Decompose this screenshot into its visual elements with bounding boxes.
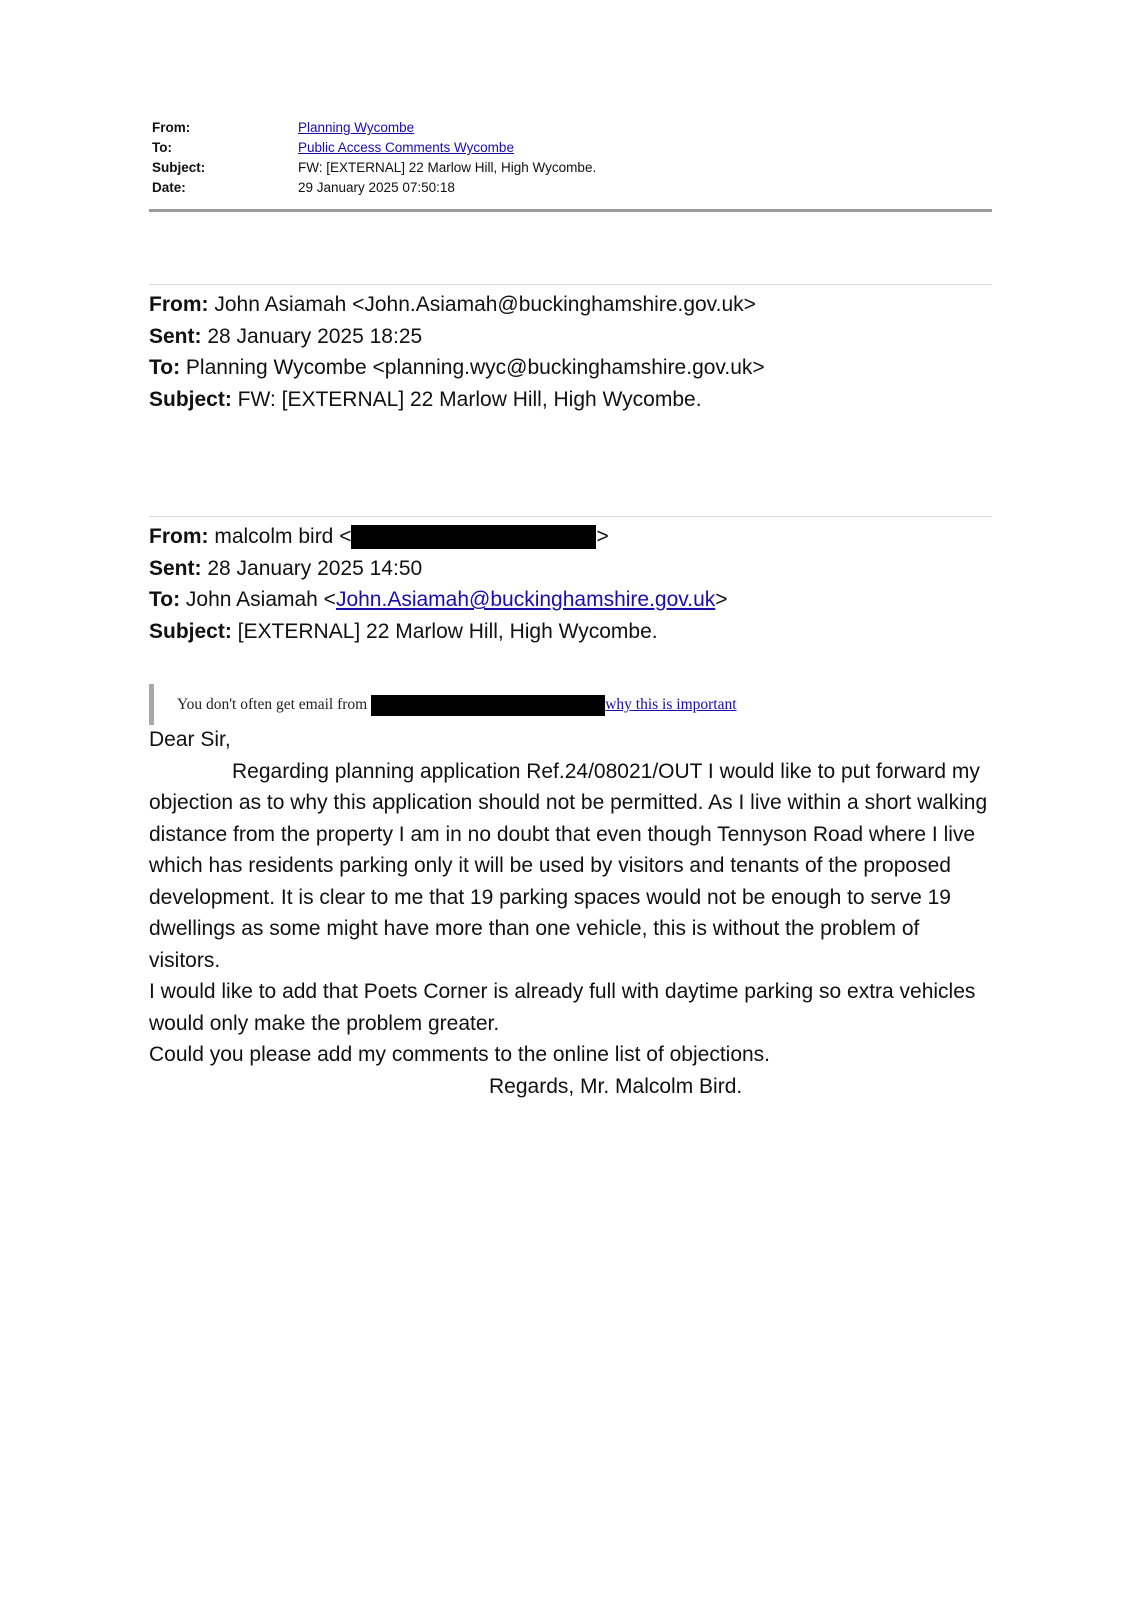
original-divider — [149, 516, 992, 517]
header-date-value: 29 January 2025 07:50:18 — [298, 180, 455, 195]
fwd-sent-value: 28 January 2025 18:25 — [201, 324, 423, 348]
body-signoff: Regards, Mr. Malcolm Bird. — [489, 1074, 743, 1098]
orig-from-label: From: — [149, 525, 209, 548]
orig-subject-line — [149, 616, 999, 648]
external-sender-notice — [149, 684, 737, 725]
orig-from-close: > — [596, 525, 609, 548]
body-paragraph-3: Could you please add my comments to the online list of objections. — [149, 1043, 771, 1066]
original-message-header — [149, 521, 999, 647]
fwd-sent-label: Sent: — [149, 324, 202, 348]
fwd-to-label: To: — [149, 356, 181, 379]
orig-to-label: To: — [149, 588, 181, 611]
notice-text: You don't often get email from — [177, 696, 368, 713]
fwd-from-label: From: — [149, 293, 209, 316]
header-from-link[interactable]: Planning Wycombe — [298, 120, 415, 135]
fwd-subject-value: FW: [EXTERNAL] 22 Marlow Hill, High Wycombe. — [231, 387, 702, 411]
header-subject-value: FW: [EXTERNAL] 22 Marlow Hill, High Wycombe. — [298, 160, 597, 175]
email-header — [152, 118, 992, 198]
orig-to-line — [149, 584, 999, 616]
header-divider — [149, 209, 992, 212]
fwd-from-value: John Asiamah <John.Asiamah@buckinghamshire.gov.uk> — [208, 293, 756, 316]
redacted-sender — [371, 695, 605, 716]
orig-to-email-link[interactable]: John.Asiamah@buckinghamshire.gov.uk — [335, 588, 716, 611]
orig-sent-line — [149, 553, 999, 585]
fwd-from-line — [149, 289, 999, 321]
forward-divider — [149, 284, 992, 285]
header-from-label: From: — [152, 120, 191, 135]
fwd-subject-label: Subject: — [149, 387, 232, 411]
orig-subject-value: [EXTERNAL] 22 Marlow Hill, High Wycombe. — [231, 619, 658, 643]
orig-from-value: malcolm bird < — [208, 525, 352, 548]
forwarded-message-header — [149, 289, 999, 415]
body-paragraph-2: I would like to add that Poets Corner is already full with daytime parking so extra vehicles would only make the problem greater. — [149, 980, 976, 1035]
fwd-to-value: Planning Wycombe <planning.wyc@buckinghamshire.gov.uk> — [180, 356, 765, 379]
header-to-row — [152, 138, 992, 158]
redacted-email — [351, 525, 596, 549]
fwd-to-line — [149, 352, 999, 384]
orig-subject-label: Subject: — [149, 619, 232, 643]
why-important-link[interactable]: why this is important — [605, 696, 737, 713]
fwd-subject-line — [149, 384, 999, 416]
header-to-link[interactable]: Public Access Comments Wycombe — [298, 140, 514, 155]
header-subject-row — [152, 158, 992, 178]
header-subject-label: Subject: — [152, 160, 206, 175]
orig-sent-value: 28 January 2025 14:50 — [201, 556, 423, 580]
email-body — [149, 724, 989, 1102]
header-from-row — [152, 118, 992, 138]
body-paragraph-1: Regarding planning application Ref.24/08021/OUT I would like to put forward my objection as to why this application should not be permitted. As I live within a short walking distance from the property I am in no doubt that even though Tennyson Road where I live which has residents parking only it will be used by visitors and tenants of the proposed development. It is clear to me that 19 parking spaces would not be enough to serve 19 dwellings as some might have more than one vehicle, this is without the problem of visitors. — [149, 759, 988, 972]
header-date-row — [152, 178, 992, 198]
orig-from-line — [149, 521, 999, 553]
body-greeting: Dear Sir, — [149, 728, 231, 751]
orig-to-prefix: John Asiamah < — [180, 588, 336, 611]
header-date-label: Date: — [152, 180, 186, 195]
header-to-label: To: — [152, 140, 172, 155]
orig-to-suffix: > — [715, 588, 728, 611]
fwd-sent-line — [149, 321, 999, 353]
orig-sent-label: Sent: — [149, 556, 202, 580]
